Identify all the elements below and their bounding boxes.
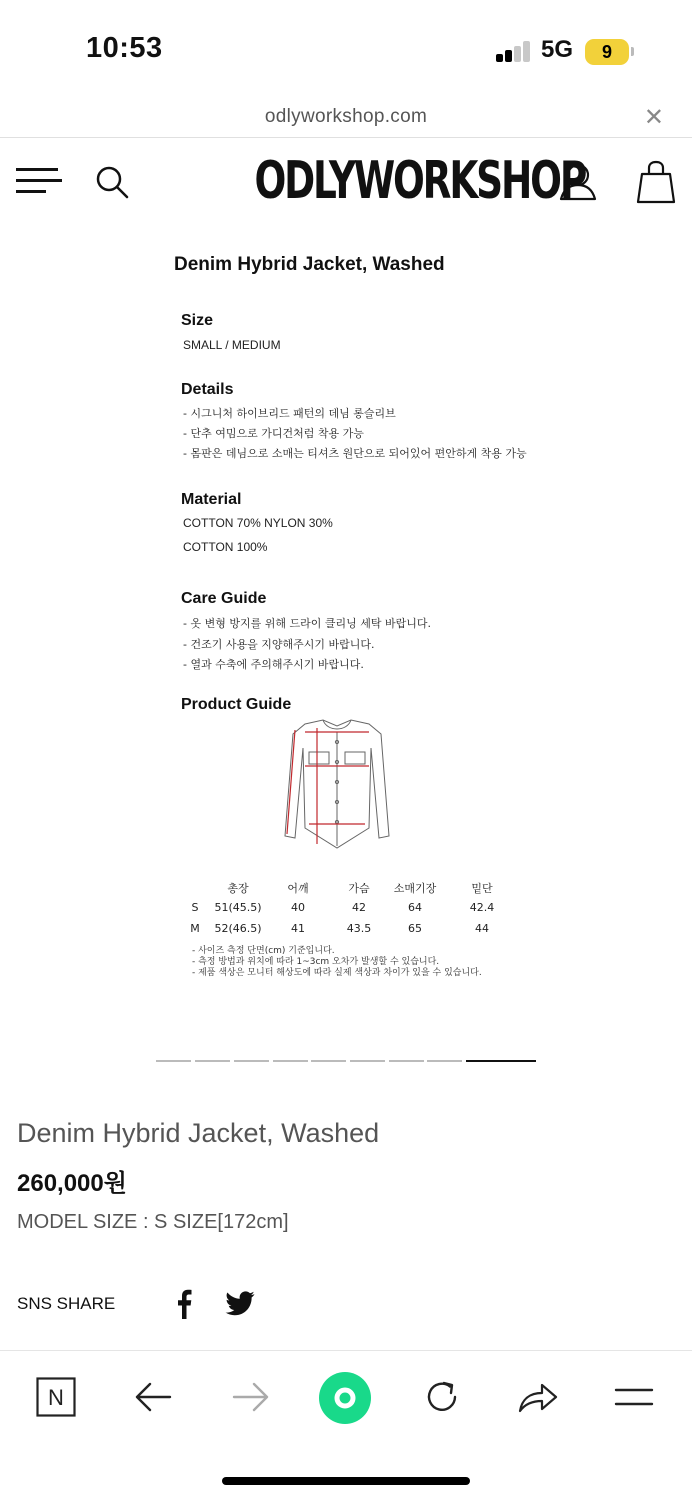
menu-icon[interactable] (612, 1375, 656, 1419)
size-header-shoulder: 어깨 (287, 882, 309, 895)
carousel-dot[interactable] (389, 1060, 424, 1062)
url-text[interactable]: odlyworkshop.com (264, 106, 428, 127)
details-heading: Details (181, 381, 234, 398)
details-line: - 시그니처 하이브리드 패턴의 데님 롱슬리브 (183, 407, 396, 420)
care-line: - 건조기 사용을 지양해주시기 바랍니다. (183, 638, 375, 651)
size-header-total: 총장 (227, 882, 249, 895)
size-header-sleeve: 소매기장 (393, 882, 437, 895)
size-note: - 제품 색상은 모니터 해상도에 따라 실제 색상과 차이가 있을 수 있습니다. (192, 968, 482, 978)
search-icon[interactable] (94, 164, 130, 200)
size-cell: 43.5 (346, 922, 372, 935)
size-cell: 52(46.5) (214, 922, 262, 935)
battery-cap (631, 47, 634, 56)
size-cell: 42 (352, 901, 366, 914)
size-cell: 64 (408, 901, 422, 914)
size-row-label: S (191, 901, 199, 914)
guide-heading: Product Guide (181, 696, 292, 713)
care-line: - 옷 변형 방지를 위해 드라이 클리닝 세탁 바랍니다. (183, 617, 431, 630)
detail-title: Denim Hybrid Jacket, Washed (174, 254, 445, 275)
size-cell: 40 (291, 901, 305, 914)
material-line: COTTON 70% NYLON 30% (183, 516, 333, 530)
carousel-dot[interactable] (195, 1060, 230, 1062)
signal-icon (496, 40, 532, 62)
size-table-header (186, 880, 506, 901)
model-size: MODEL SIZE : S SIZE[172cm] (17, 1211, 289, 1233)
carousel-dot[interactable] (427, 1060, 462, 1062)
size-note: - 측정 방법과 위치에 따라 1~3cm 오차가 발생할 수 있습니다. (192, 957, 440, 967)
site-logo[interactable]: ODLYWORKSHOP (254, 151, 586, 211)
size-row-label: M (190, 922, 200, 935)
care-heading: Care Guide (181, 590, 267, 607)
green-dot-icon[interactable] (318, 1371, 372, 1425)
material-heading: Material (181, 491, 242, 508)
user-account-icon[interactable] (558, 162, 598, 202)
size-cell: 51(45.5) (214, 901, 262, 914)
size-note: - 사이즈 측정 단면(cm) 기준입니다. (192, 946, 335, 956)
size-notes (192, 946, 482, 979)
size-cell: 44 (475, 922, 489, 935)
product-name: Denim Hybrid Jacket, Washed (17, 1118, 380, 1148)
carousel-dot[interactable] (273, 1060, 308, 1062)
status-time: 10:53 (86, 32, 163, 64)
size-table (186, 880, 506, 943)
twitter-icon[interactable] (225, 1291, 255, 1317)
carousel-dot[interactable] (311, 1060, 346, 1062)
home-indicator[interactable] (222, 1477, 470, 1485)
naver-home-icon[interactable] (36, 1377, 76, 1417)
image-carousel-indicator[interactable] (156, 1060, 538, 1063)
shopping-bag-icon[interactable] (636, 160, 676, 204)
size-cell: 41 (291, 922, 305, 935)
back-arrow-icon[interactable] (132, 1375, 176, 1419)
reload-icon[interactable] (420, 1375, 464, 1419)
close-icon[interactable]: ✕ (643, 104, 664, 131)
carousel-dot-active[interactable] (466, 1060, 536, 1062)
jacket-measurement-diagram (279, 718, 395, 854)
product-price: 260,000원 (17, 1170, 127, 1197)
network-label: 5G (541, 36, 574, 63)
details-line: - 몸판은 데님으로 소매는 티셔츠 원단으로 되어있어 편안하게 착용 가능 (183, 447, 527, 460)
size-header-chest: 가슴 (348, 882, 370, 895)
carousel-dot[interactable] (234, 1060, 269, 1062)
size-heading: Size (181, 312, 214, 329)
carousel-dot[interactable] (350, 1060, 385, 1062)
details-line: - 단추 여밈으로 가디건처럼 착용 가능 (183, 427, 364, 440)
material-line: COTTON 100% (183, 540, 268, 554)
forward-arrow-icon[interactable] (228, 1375, 272, 1419)
share-icon[interactable] (516, 1375, 560, 1419)
size-cell: 42.4 (469, 901, 495, 914)
sns-share-label: SNS SHARE (17, 1294, 116, 1313)
size-table-row (186, 922, 506, 943)
care-line: - 열과 수축에 주의해주시기 바랍니다. (183, 658, 364, 671)
size-header-hem: 밑단 (471, 882, 493, 895)
facebook-icon[interactable] (176, 1289, 192, 1319)
browser-url-bar[interactable] (0, 100, 692, 138)
hamburger-menu-icon[interactable] (16, 168, 62, 196)
site-header (0, 138, 692, 228)
size-cell: 65 (408, 922, 422, 935)
battery-level: 9 (601, 42, 612, 62)
carousel-dot[interactable] (156, 1060, 191, 1062)
naver-home-letter: N (48, 1385, 64, 1410)
size-table-row (186, 901, 506, 922)
size-text: SMALL / MEDIUM (183, 338, 281, 352)
battery-icon (585, 39, 629, 65)
status-bar (0, 0, 692, 100)
